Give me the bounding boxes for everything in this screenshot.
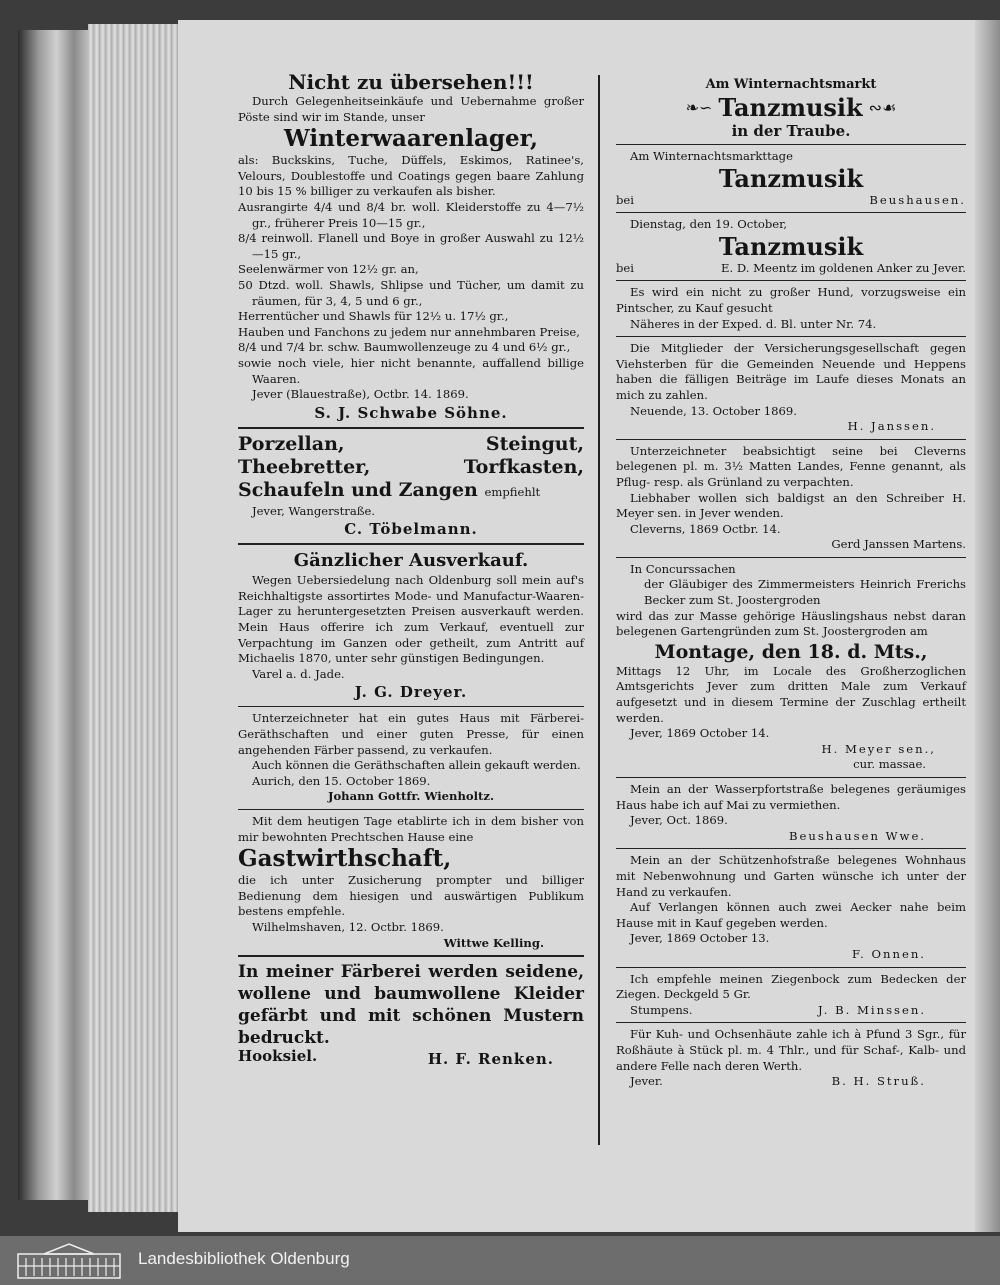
ad-headline: Tanzmusik bbox=[718, 93, 863, 122]
ad-body: als: Buckskins, Tuche, Düffels, Eskimos, Ratinee's, Velours, Doublestoffe und Coatings gegen baare Zahlung 10 bis 15 % billiger zu verkaufen als bisher. bbox=[238, 153, 584, 199]
ad-note: Näheres in der Exped. d. Bl. unter Nr. 74. bbox=[630, 316, 877, 331]
ad-place: Jever, Wangerstraße. bbox=[252, 503, 376, 518]
ad-signature: F. Onnen. bbox=[851, 946, 926, 961]
ad-intro: Mit dem heutigen Tage etablirte ich in dem bisher von mir bewohnten Prechtschen Hause eine bbox=[238, 814, 584, 844]
ad-headline: Tanzmusik bbox=[718, 163, 864, 193]
ad-place-date: Neuende, 13. October 1869. bbox=[630, 403, 797, 418]
ad-body: In meiner Färberei werden seidene, wollene und baumwollene Kleider gefärbt und mit schönen Mustern bedruckt. bbox=[238, 962, 584, 1049]
ad-place-date: Cleverns, 1869 Octbr. 14. bbox=[630, 521, 781, 536]
ad-body: Mein an der Schützenhofstraße belegenes Wohnhaus mit Nebenwohnung und Garten wünsche ich unter der Hand zu verkaufen. bbox=[616, 853, 966, 899]
ad-signature: Gerd Janssen Martens. bbox=[831, 537, 966, 552]
column-divider bbox=[598, 75, 600, 1145]
ad-host-row bbox=[616, 193, 966, 209]
ad-signature: J. B. Minssen. bbox=[818, 1002, 926, 1017]
page-gutter-shadow bbox=[975, 20, 1000, 1232]
ad-separator bbox=[616, 848, 966, 849]
ad-faerberei bbox=[238, 961, 584, 1069]
left-column bbox=[238, 70, 584, 1069]
ad-body: Unterzeichneter hat ein gutes Haus mit Färberei-Geräthschaften und einer guten Presse, für einen angehenden Färber passend, zu verkaufen. bbox=[238, 711, 584, 757]
ad-ausverkauf bbox=[238, 549, 584, 702]
ad-body: Unterzeichneter beabsichtigt seine bei Cleverns belegenen pl. m. 3½ Matten Landes, Fenne genannt, als Pflug- resp. als Grünland zu verpachten. bbox=[616, 443, 966, 489]
ad-title: Gänzlicher Ausverkauf. bbox=[293, 550, 529, 572]
ad-signature: C. Töbelmann. bbox=[344, 520, 478, 539]
ad-signature: Johann Gottfr. Wienholtz. bbox=[327, 789, 495, 804]
ad-winterwaaren bbox=[238, 70, 584, 423]
ad-body: Mittags 12 Uhr, im Locale des Großherzoglichen Amtsgerichts Jever zum dritten Male zum Verkauf aufgesetzt und in diesem Termine der Zuschlag ertheilt werden. bbox=[616, 663, 966, 725]
ad-hund bbox=[616, 285, 966, 332]
ad-body: Die Mitglieder der Versicherungsgesellschaft gegen Viehsterben für die Gemeinden Neuende und Heppens haben die fälligen Beiträge im Laufe dieses Monats an mich zu zahlen. bbox=[616, 341, 966, 402]
ad-item: Hauben und Fanchons zu jedem nur annehmbaren Preise, bbox=[238, 324, 580, 339]
ad-wohnhaus bbox=[616, 853, 966, 962]
ad-place-date: Jever (Blauestraße), Octbr. 14. 1869. bbox=[252, 387, 469, 402]
ad-body: Auch können die Geräthschaften allein gekauft werden. bbox=[252, 758, 581, 773]
ad-separator bbox=[616, 280, 966, 281]
ad-body: Ich empfehle meinen Ziegenbock zum Bedecken der Ziegen. Deckgeld 5 Gr. bbox=[616, 971, 966, 1002]
ad-item: sowie noch viele, hier nicht benannte, auffallend billige Waaren. bbox=[238, 355, 584, 386]
ad-line: Am Winternachtsmarkt bbox=[705, 77, 877, 92]
ad-separator bbox=[238, 706, 584, 707]
ad-signature: H. Meyer sen., bbox=[821, 741, 936, 756]
ad-line: Dienstag, den 19. October, bbox=[630, 217, 788, 232]
page-edges bbox=[88, 24, 180, 1212]
ad-tanzmusik-beushausen bbox=[616, 149, 966, 208]
ad-verpachtung bbox=[616, 444, 966, 553]
ad-signature: H. Janssen. bbox=[847, 419, 936, 434]
ad-host-row bbox=[616, 261, 966, 277]
ad-line: In Concurssachen bbox=[630, 561, 736, 576]
ad-separator bbox=[616, 967, 966, 968]
ad-separator bbox=[616, 777, 966, 778]
ad-signature: Beushausen Wwe. bbox=[789, 828, 926, 843]
ad-porzellan bbox=[238, 433, 584, 540]
ad-haeute bbox=[616, 1027, 966, 1089]
right-column bbox=[616, 76, 966, 1090]
ad-body: Mein an der Wasserpfortstraße belegenes geräumiges Haus habe ich auf Mai zu vermiethen. bbox=[616, 782, 966, 812]
ad-item: 8/4 reinwoll. Flanell und Boye in großer Auswahl zu 12½—15 gr., bbox=[238, 231, 584, 261]
ad-tanzmusik-anker bbox=[616, 217, 966, 276]
ad-body: Auf Verlangen können auch zwei Aecker nahe beim Hause mit in Kauf gegeben werden. bbox=[616, 900, 966, 930]
library-name: Landesbibliothek Oldenburg bbox=[138, 1249, 350, 1268]
ad-headline-ornamented bbox=[616, 94, 966, 122]
ad-body: Es wird ein nicht zu großer Hund, vorzugsweise ein Pintscher, zu Kauf gesucht bbox=[616, 285, 966, 315]
ad-separator bbox=[616, 212, 966, 213]
ad-item: Herrentücher und Shawls für 12½ u. 17½ gr., bbox=[238, 309, 509, 324]
ad-signature: J. G. Dreyer. bbox=[354, 683, 468, 702]
ad-line: der Gläubiger des Zimmermeisters Heinrich Frerichs Becker zum St. Joostergroden bbox=[644, 577, 966, 608]
ad-place: Stumpens. bbox=[630, 1002, 693, 1017]
ad-tanzmusik-traube bbox=[616, 76, 966, 140]
ad-footer-row bbox=[238, 1049, 584, 1069]
ad-place-date: Aurich, den 15. October 1869. bbox=[252, 773, 431, 788]
ad-place-date: Jever, 1869 October 13. bbox=[630, 931, 770, 946]
ad-signature: Wittwe Kelling. bbox=[443, 935, 544, 950]
ad-line: in der Traube. bbox=[731, 122, 851, 140]
ad-separator bbox=[238, 809, 584, 810]
ad-place: Jever. bbox=[630, 1074, 663, 1089]
ad-headline: Winterwaarenlager, bbox=[283, 125, 539, 153]
ad-gastwirthschaft bbox=[238, 814, 584, 951]
book-spine bbox=[18, 30, 88, 1200]
ad-item: Seelenwärmer von 12½ gr. an, bbox=[238, 262, 419, 277]
ad-separator bbox=[238, 955, 584, 957]
ornament-left-icon: ❧∽ bbox=[685, 98, 713, 118]
ad-tail: empfiehlt bbox=[484, 484, 541, 499]
ad-body: Für Kuh- und Ochsenhäute zahle ich à Pfund 3 Sgr., für Roßhäute à Stück pl. m. 4 Thlr., und für Schaf-, Kalb- und andere Felle nach deren Werth. bbox=[616, 1027, 966, 1073]
library-building-icon bbox=[14, 1242, 124, 1280]
ad-signature-title: cur. massae. bbox=[853, 757, 926, 772]
ad-host: Beushausen. bbox=[869, 192, 966, 207]
ad-separator bbox=[616, 1022, 966, 1023]
ad-footer-row bbox=[616, 1074, 966, 1090]
ad-headline: Montage, den 18. d. Mts., bbox=[654, 640, 928, 663]
ad-signature: B. H. Struß. bbox=[831, 1074, 926, 1089]
library-footer-bar bbox=[0, 1236, 1000, 1285]
ad-body: die ich unter Zusicherung prompter und billiger Bedienung dem hiesigen und auswärtigen Publikum bestens empfehle. bbox=[238, 873, 584, 919]
ad-concurs bbox=[616, 562, 966, 773]
ad-footer-row bbox=[616, 1003, 966, 1019]
ad-item: Ausrangirte 4/4 und 8/4 br. woll. Kleiderstoffe zu 4—7½ gr., früherer Preis 10—15 gr., bbox=[238, 199, 584, 230]
ad-title: Nicht zu übersehen!!! bbox=[288, 70, 534, 94]
ad-separator bbox=[616, 557, 966, 558]
ad-ziegenbock bbox=[616, 972, 966, 1019]
ad-vermiethen bbox=[616, 782, 966, 844]
ad-body: wird das zur Masse gehörige Häuslingshaus nebst daran belegenen Gartengründen zum St. Joostergroden am bbox=[616, 608, 966, 639]
ad-place-date: Jever, 1869 October 14. bbox=[630, 726, 770, 741]
ad-item: 50 Dtzd. woll. Shawls, Shlipse und Tücher, um damit zu räumen, für 3, 4, 5 und 6 gr., bbox=[238, 277, 584, 308]
ad-host: E. D. Meentz im goldenen Anker zu Jever. bbox=[721, 260, 966, 275]
ad-place: Varel a. d. Jade. bbox=[252, 666, 345, 681]
ad-separator bbox=[616, 439, 966, 440]
ad-separator bbox=[238, 427, 584, 429]
ad-headline: Porzellan, Steingut, Theebretter, Torfkasten, Schaufeln und Zangen bbox=[238, 432, 584, 501]
ad-line: Am Winternachtsmarkttage bbox=[630, 149, 793, 163]
ad-versicherung bbox=[616, 341, 966, 435]
ad-place-date: Wilhelmshaven, 12. Octbr. 1869. bbox=[252, 919, 444, 934]
ad-headline: Gastwirthschaft, bbox=[238, 845, 452, 873]
ad-faerberei-haus bbox=[238, 711, 584, 805]
ad-headline: Tanzmusik bbox=[718, 231, 864, 261]
ad-body: Wegen Uebersiedelung nach Oldenburg soll mein auf's Reichhaltigste assortirtes Mode- und Manufactur-Waaren-Lager zu heruntergesetzten Preisen ausverkauft werden. Mein Haus offerire ich zum Verkauf, eventuell zur Verpachtung im Ganzen oder getheilt, zum Antritt auf Michaelis 1870, unter sehr günstigen Bedingungen. bbox=[238, 573, 584, 666]
ad-intro: Durch Gelegenheitseinkäufe und Uebernahme großer Pöste sind wir im Stande, unser bbox=[238, 94, 584, 124]
ad-body: Liebhaber wollen sich baldigst an den Schreiber H. Meyer sen. in Jever wenden. bbox=[616, 490, 966, 521]
ad-signature: H. F. Renken. bbox=[427, 1050, 554, 1069]
ad-place-date: Jever, Oct. 1869. bbox=[630, 813, 728, 828]
ad-place: Hooksiel. bbox=[238, 1047, 318, 1066]
ad-bei: bei bbox=[616, 192, 634, 207]
ad-separator bbox=[616, 336, 966, 337]
ad-separator bbox=[238, 543, 584, 545]
ad-bei: bei bbox=[616, 260, 634, 275]
ornament-right-icon: ∾☙ bbox=[868, 98, 897, 118]
ad-signature: S. J. Schwabe Söhne. bbox=[314, 403, 508, 422]
ad-separator bbox=[616, 144, 966, 145]
ad-item: 8/4 und 7/4 br. schw. Baumwollenzeuge zu 4 und 6½ gr., bbox=[238, 340, 571, 355]
